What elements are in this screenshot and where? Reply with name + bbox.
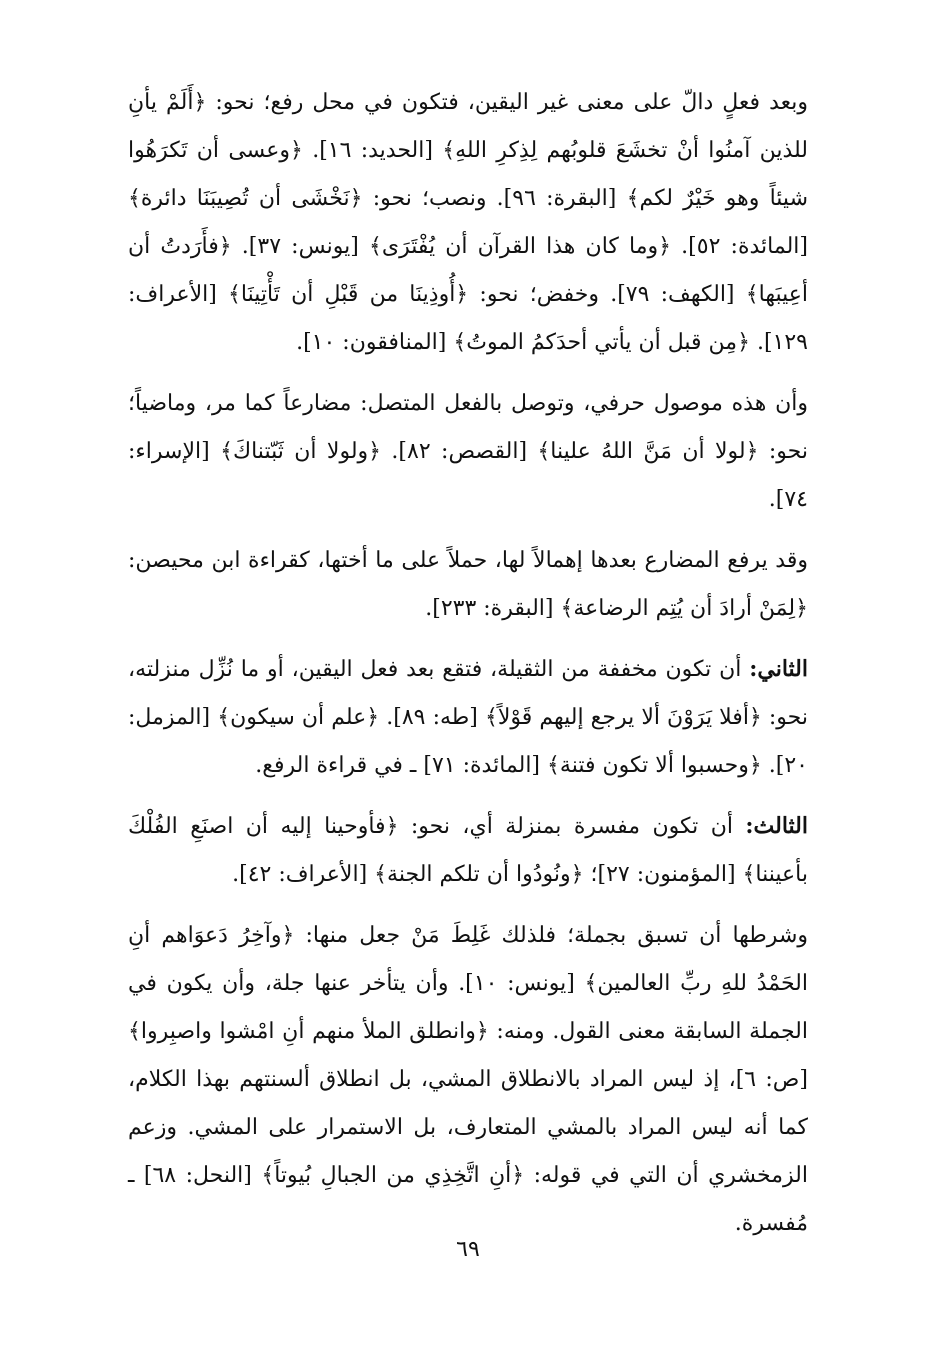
paragraph-third-type	[128, 802, 808, 899]
paragraph-text: وأن هذه موصول حرفي، وتوصل بالفعل المتصل: مضارعاً كما مر، وماضياً؛ نحو: ﴿لولا أن مَنَّ اللهُ علينا﴾ [القصص: ٨٢]. ﴿ولولا أن ثَبّتناكَ﴾ [الإسراء: ٧٤].	[128, 391, 808, 512]
paragraph-text: أن تكون مخففة من الثقيلة، فتقع بعد فعل اليقين، أو ما نُزِّل منزلته، نحو: ﴿أفلا يَرَوْنَ ألا يرجع إليهم قَوْلاً﴾ [طه: ٨٩]. ﴿علم أن سيكون﴾ [المزمل: ٢٠]. ﴿وحسبوا ألا تكون فتنة﴾ [المائدة: ٧١] ـ في قراءة الرفع.	[128, 657, 808, 778]
paragraph-gap	[128, 367, 808, 379]
paragraph-gap	[128, 524, 808, 536]
paragraph-gap	[128, 633, 808, 645]
section-term-second: الثاني:	[749, 656, 808, 682]
section-term-third: الثالث:	[745, 813, 808, 839]
paragraph-second-type	[128, 645, 808, 790]
paragraph-text: وشرطها أن تسبق بجملة؛ فلذلك غَلِطَ مَنْ جعل منها: ﴿وآخِرُ دَعوَاهم أنِ الحَمْدُ للهِ ربِّ العالمين﴾ [يونس: ١٠]. وأن يتأخر عنها جلة، وأن يكون في الجملة السابقة معنى القول. ومنه: ﴿وانطلق الملأ منهم أنِ امْشوا واصبِروا﴾ [ص: ٦]، إذ ليس المراد بالانطلاق المشي، بل انطلاق ألسنتهم بهذا الكلام، كما أنه ليس المراد بالمشي المتعارف، بل الاستمرار على المشي. وزعم الزمخشري أن التي في قوله: ﴿أنِ اتَّخِذِي من الجبالِ بُيوتاً﴾ [النحل: ٦٨] ـ مُفسرة.	[128, 923, 809, 1236]
page-number: ٦٩	[456, 1237, 480, 1262]
paragraph-text: وقد يرفع المضارع بعدها إهمالاً لها، حملاً على ما أختها، كقراءة ابن محيصن: ﴿لِمَنْ أرادَ أن يُتِم الرضاعة﴾ [البقرة: ٢٣٣].	[128, 548, 808, 621]
paragraph-gap	[128, 899, 808, 911]
paragraph-text: وبعد فعلٍ دالّ على معنى غير اليقين، فتكون في محل رفع؛ نحو: ﴿أَلَمْ يأنِ للذين آمنُوا أنْ تخشَعَ قلوبُهم لِذِكرِ اللهِ﴾ [الحديد: ١٦]. ﴿وعسى أن تَكرَهُوا شيئاً وهو خَيْرٌ لكم﴾ [البقرة: ٩٦]. ونصب؛ نحو: ﴿نَخْشَى أن تُصِيبَنَا دائرة﴾ [المائدة: ٥٢]. ﴿وما كان هذا القرآن أن يُفْتَرَى﴾ [يونس: ٣٧]. ﴿فأَرَدتُ أن أعِيبَها﴾ [الكهف: ٧٩]. وخفض؛ نحو: ﴿أُوذِينَا من قَبْلِ أن تَأْتِينَا﴾ [الأعراف: ١٢٩]. ﴿مِن قبل أن يأتي أحدَكمُ الموتُ﴾ [المنافقون: ١٠].	[128, 90, 808, 355]
page-body	[128, 78, 808, 1248]
paragraph-conditions	[128, 911, 808, 1248]
paragraph-gap	[128, 790, 808, 802]
paragraph-text: أن تكون مفسرة بمنزلة أي، نحو: ﴿فأوحينا إليه أن اصنَعِ الفُلْكَ بأعيننا﴾ [المؤمنون: ٢٧]؛ ﴿ونُودُوا أن تلكم الجنة﴾ [الأعراف: ٤٢].	[128, 814, 808, 887]
paragraph-ibn-muhaysin-reading	[128, 536, 808, 633]
paragraph-governed-cases	[128, 78, 808, 367]
paragraph-infinitival-particle	[128, 379, 808, 524]
